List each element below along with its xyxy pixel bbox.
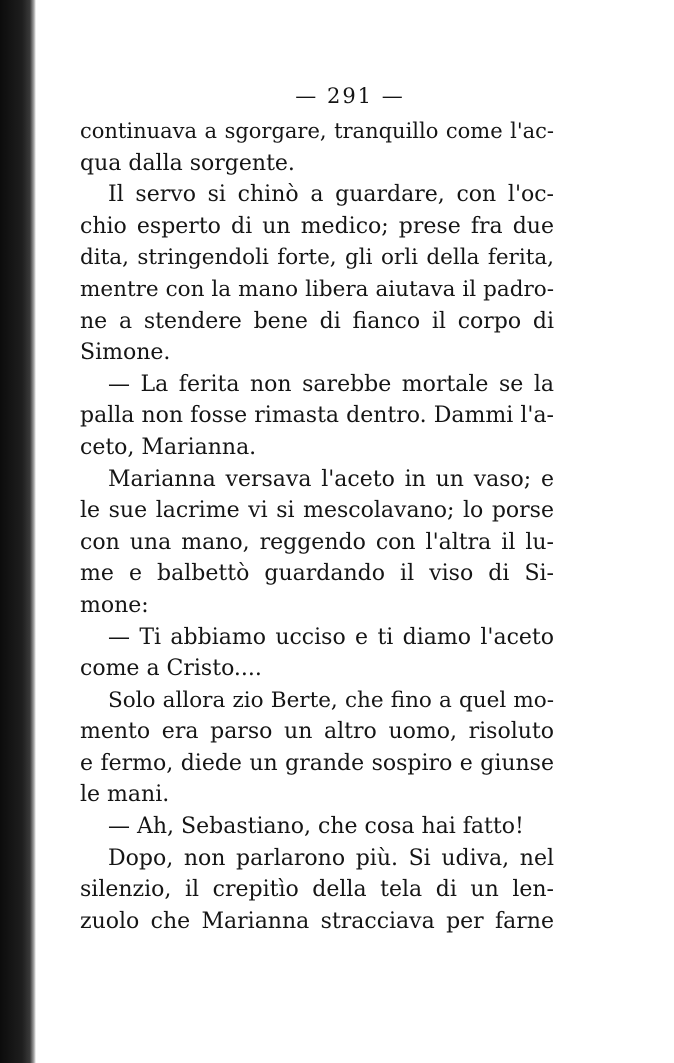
text-line: Il servo si chinò a guardare, con l'oc- xyxy=(108,182,554,208)
text-line: chio esperto di un medico; prese fra due xyxy=(80,213,554,239)
text-line: mentre con la mano libera aiutava il padro- xyxy=(80,276,554,302)
text-line: silenzio, il crepitìo della tela di un len- xyxy=(80,877,554,903)
text-line: palla non fosse rimasta dentro. Dammi l'a- xyxy=(80,403,554,429)
text-line: ceto, Marianna. xyxy=(80,434,257,460)
body-text xyxy=(80,116,554,937)
text-line: Dopo, non parlarono più. Si udiva, nel xyxy=(108,845,554,871)
text-line: mento era parso un altro uomo, risoluto xyxy=(80,719,554,745)
text-line: le sue lacrime vi si mescolavano; lo porse xyxy=(80,498,554,524)
text-line: dita, stringendoli forte, gli orli della ferita, xyxy=(80,245,554,271)
text-line: le mani. xyxy=(80,782,170,808)
text-line: ne a stendere bene di fianco il corpo di xyxy=(80,308,554,334)
text-line: Solo allora zio Berte, che fino a quel mo- xyxy=(108,687,554,713)
text-line: con una mano, reggendo con l'altra il lu- xyxy=(80,529,554,555)
text-line: continuava a sgorgare, tranquillo come l'ac- xyxy=(80,119,554,143)
page-number: — 291 — xyxy=(295,84,405,108)
text-line: e fermo, diede un grande sospiro e giunse xyxy=(80,750,554,776)
text-line: me e balbettò guardando il viso di Si- xyxy=(80,561,554,587)
text-line: Simone. xyxy=(80,340,171,366)
text-line: — Ti abbiamo ucciso e ti diamo l'aceto xyxy=(108,624,554,650)
text-line: zuolo che Marianna stracciava per farne xyxy=(80,908,554,934)
text-line: qua dalla sorgente. xyxy=(80,150,295,176)
text-line: — La ferita non sarebbe mortale se la xyxy=(108,371,554,397)
text-line: — Ah, Sebastiano, che cosa hai fatto! xyxy=(108,814,524,840)
text-line: Marianna versava l'aceto in un vaso; e xyxy=(108,466,554,492)
book-binding-edge xyxy=(0,0,36,1063)
text-line: mone: xyxy=(80,592,149,618)
text-line: come a Cristo.... xyxy=(80,656,262,682)
